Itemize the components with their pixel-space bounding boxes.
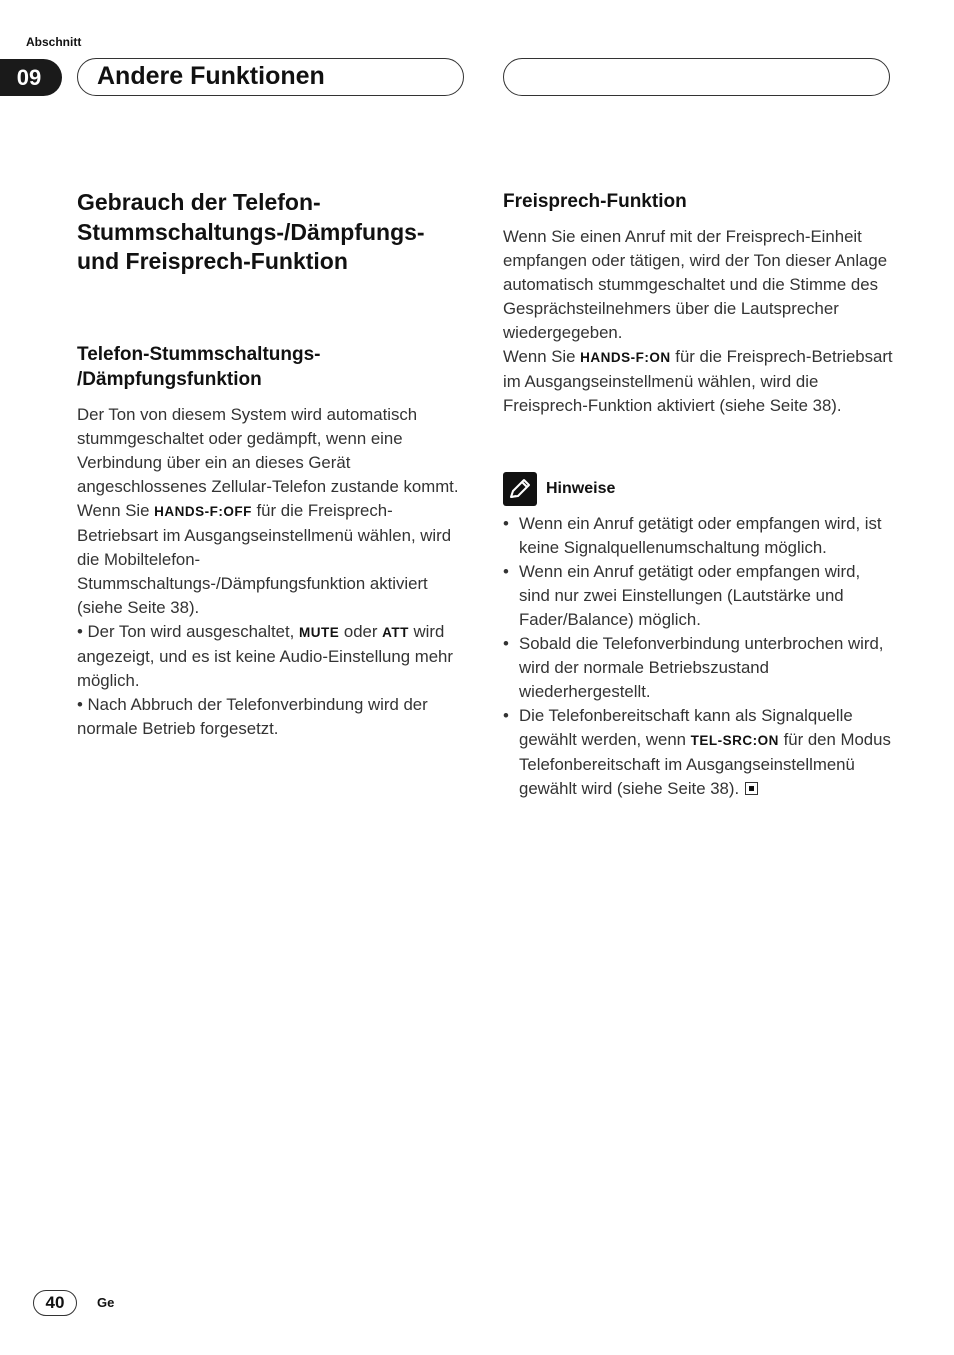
note-text: Wenn ein Anruf getätigt oder empfangen wird, sind nur zwei Einstellungen (Lautstärke und Fader/Balance) möglich.: [519, 562, 861, 629]
main-heading-line: und Freisprech-Funktion: [77, 248, 348, 274]
note-item: [503, 560, 893, 632]
display-code: MUTE: [298, 625, 340, 640]
text: Wenn Sie: [503, 347, 581, 366]
right-heading: Freisprech-Funktion: [503, 191, 687, 212]
main-heading-line: Gebrauch der Telefon-: [77, 189, 321, 215]
right-body: [503, 225, 893, 418]
text: für den Modus Telefonbereitschaft im Ausgangseinstellmenü gewählt wird (siehe Seite 38).: [519, 730, 891, 798]
empty-header-frame: [503, 58, 890, 96]
sub-heading: [77, 342, 472, 392]
note-item: [503, 632, 893, 704]
text: oder: [339, 622, 383, 641]
bullet: •: [503, 706, 509, 725]
notes-list: [503, 512, 893, 801]
paragraph: Der Ton von diesem System wird automatisch stummgeschaltet oder gedämpft, wenn eine Verbindung über ein an dieses Gerät angeschlossenes Zellular-Telefon zustande kommt.: [77, 405, 459, 496]
text: Die Telefonbereitschaft kann als Signalquelle gewählt werden, wenn: [519, 706, 853, 749]
text: für die Freisprech-Betriebsart im Ausgangseinstellmenü wählen, wird die Freisprech-Funktion aktiviert (siehe Seite 38).: [503, 347, 893, 415]
note-item: [503, 512, 893, 560]
paragraph: [77, 499, 472, 620]
notes-label: Hinweise: [546, 480, 616, 497]
bullet: •: [503, 562, 509, 581]
paragraph: [503, 345, 893, 418]
left-body: [77, 403, 472, 741]
notes-list-container: [503, 512, 893, 801]
section-number-badge: 09: [0, 59, 62, 96]
display-code: HANDS-F:OFF: [154, 504, 252, 519]
section-title: Andere Funktionen: [97, 62, 325, 90]
text: für die Freisprech-Betriebsart im Ausgangseinstellmenü wählen, wird die Mobiltelefon-Stummschaltungs-/Dämpfungsfunktion aktiviert (siehe Seite 38).: [77, 501, 452, 617]
bullet: •: [503, 634, 509, 653]
display-code: TEL-SRC:ON: [690, 733, 779, 748]
sub-heading-line: /Dämpfungsfunktion: [77, 369, 262, 390]
end-of-section-icon: [745, 782, 758, 795]
main-heading-line: Stummschaltungs-/Dämpfungs-: [77, 218, 425, 245]
display-code: ATT: [382, 625, 409, 640]
text: • Der Ton wird ausgeschaltet,: [77, 622, 299, 641]
sub-heading-line: Telefon-Stummschaltungs-: [77, 344, 321, 365]
bullet-item: • Nach Abbruch der Telefonverbindung wird der normale Betrieb forgesetzt.: [77, 695, 428, 738]
note-item: [503, 704, 893, 801]
note-text: Sobald die Telefonverbindung unterbrochen wird, wird der normale Betriebszustand wiederhergestellt.: [519, 634, 884, 701]
paragraph: Wenn Sie einen Anruf mit der Freisprech-Einheit empfangen oder tätigen, wird der Ton dieser Anlage automatisch stummgeschaltet und die Stimme des Gesprächsteilnehmers über die Lautsprecher wiedergegeben.: [503, 227, 888, 342]
bullet: •: [503, 514, 509, 533]
page-number: 40: [33, 1290, 77, 1316]
notes-header: [503, 472, 893, 506]
bullet-item: [77, 620, 472, 693]
main-heading: [77, 188, 472, 277]
text: Wenn Sie: [77, 501, 155, 520]
language-code: Ge: [97, 1295, 115, 1310]
display-code: HANDS-F:ON: [580, 350, 671, 365]
note-text: Wenn ein Anruf getätigt oder empfangen wird, ist keine Signalquellenumschaltung möglich.: [519, 514, 882, 557]
text: wird angezeigt, und es ist keine Audio-Einstellung mehr möglich.: [77, 622, 453, 690]
section-label: Abschnitt: [26, 35, 82, 49]
note-pencil-icon: [503, 472, 537, 506]
